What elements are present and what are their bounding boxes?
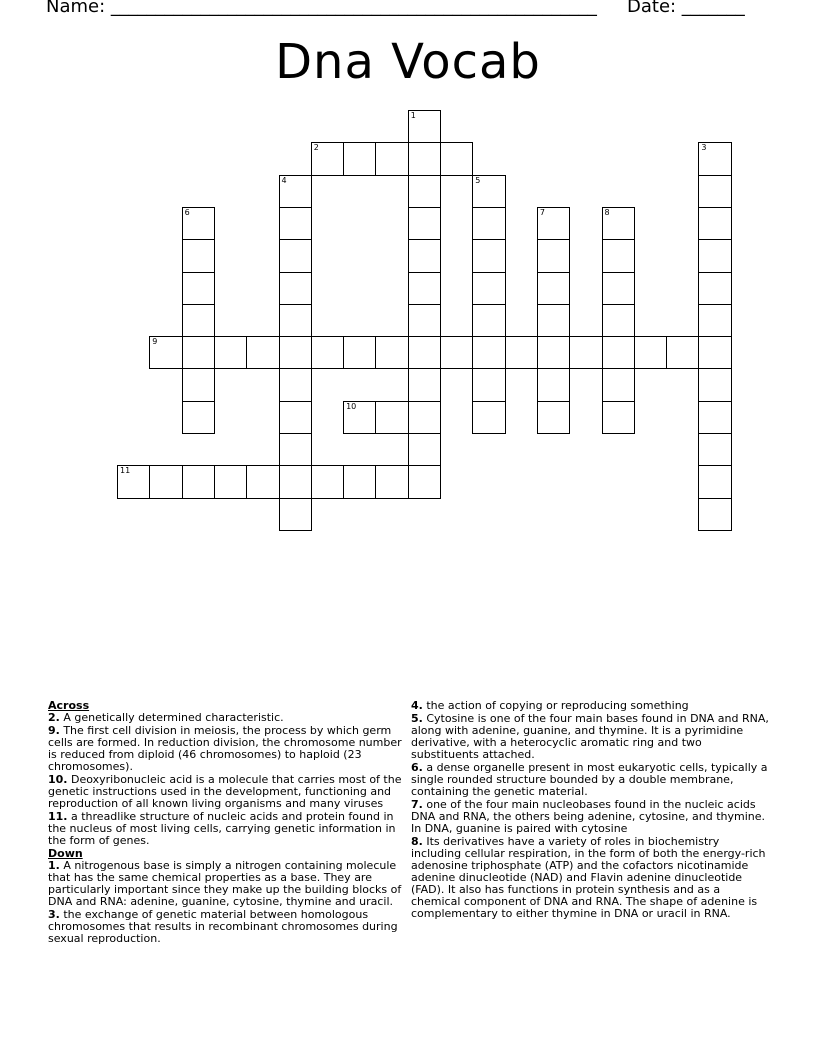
crossword-cell[interactable] <box>569 336 602 369</box>
crossword-cell[interactable] <box>602 207 635 240</box>
crossword-cell[interactable] <box>279 433 312 466</box>
crossword-cell[interactable] <box>602 401 635 434</box>
clue-item <box>48 712 404 724</box>
crossword-cell[interactable] <box>246 336 279 369</box>
crossword-cell[interactable] <box>602 239 635 272</box>
crossword-cell[interactable] <box>375 401 408 434</box>
crossword-cell[interactable] <box>472 304 505 337</box>
clue-item <box>411 700 771 712</box>
crossword-cell[interactable] <box>602 272 635 305</box>
clues-column-left <box>48 700 404 946</box>
name-field[interactable]: Name: ______________________________________________________ <box>46 0 597 17</box>
crossword-cell[interactable] <box>698 207 731 240</box>
crossword-cell[interactable] <box>698 142 731 175</box>
clue-number-label: 9. <box>48 724 60 737</box>
crossword-cell[interactable] <box>537 336 570 369</box>
crossword-cell[interactable] <box>537 239 570 272</box>
clue-item <box>411 799 771 835</box>
clue-text: one of the four main nucleobases found in the nucleic acids DNA and RNA, the others being adenine, cytosine, and thymine. In DNA, guanine is paired with cytosine <box>411 798 766 835</box>
crossword-cell[interactable] <box>698 272 731 305</box>
clue-number: 3 <box>701 143 707 153</box>
clue-text: the exchange of genetic material between homologous chromosomes that results in recombinant chromosomes during sexual reproduction. <box>48 908 398 945</box>
clue-item <box>48 860 404 908</box>
crossword-cell[interactable] <box>279 175 312 208</box>
clue-number: 6 <box>184 207 190 217</box>
down-clue-list-continued <box>411 700 771 920</box>
clue-text: Cytosine is one of the four main bases found in DNA and RNA, along with adenine, guanine, and thymine. It is a pyrimidine derivative, with a heterocyclic aromatic ring and two substituents attached. <box>411 712 769 761</box>
crossword-cell[interactable] <box>279 368 312 401</box>
clue-number: 9 <box>152 337 158 347</box>
crossword-cell[interactable] <box>214 465 247 498</box>
date-field[interactable]: Date: _______ <box>627 0 745 17</box>
crossword-cell[interactable] <box>602 368 635 401</box>
clue-number: 4 <box>281 175 287 185</box>
crossword-cell[interactable] <box>246 465 279 498</box>
crossword-cell[interactable] <box>505 336 538 369</box>
clue-number: 2 <box>313 143 319 153</box>
crossword-cell[interactable] <box>311 142 344 175</box>
page-title: Dna Vocab <box>275 34 541 90</box>
crossword-cell[interactable] <box>408 175 441 208</box>
crossword-cell[interactable] <box>149 465 182 498</box>
crossword-cell[interactable] <box>698 304 731 337</box>
clue-number-label: 5. <box>411 712 423 725</box>
crossword-cell[interactable] <box>472 401 505 434</box>
clue-number-label: 8. <box>411 835 423 848</box>
crossword-cell[interactable] <box>182 368 215 401</box>
crossword-cell[interactable] <box>279 207 312 240</box>
crossword-cell[interactable] <box>182 239 215 272</box>
clue-number: 1 <box>410 111 416 120</box>
clue-number: 11 <box>120 466 131 476</box>
clue-text: a threadlike structure of nucleic acids and protein found in the nucleus of most living cells, carrying genetic information in the form of genes. <box>48 810 396 847</box>
clues-column-right <box>411 700 771 921</box>
crossword-cell[interactable] <box>698 465 731 498</box>
crossword-cell[interactable] <box>408 433 441 466</box>
clue-number-label: 6. <box>411 761 423 774</box>
clue-number: 7 <box>539 207 545 217</box>
clue-text: a dense organelle present in most eukaryotic cells, typically a single rounded structure bounded by a double membrane, containing the genetic material. <box>411 761 768 798</box>
clue-item <box>48 774 404 810</box>
crossword-cell[interactable] <box>375 142 408 175</box>
clue-number-label: 3. <box>48 908 60 921</box>
clue-number-label: 11. <box>48 810 68 823</box>
crossword-cell[interactable] <box>537 272 570 305</box>
crossword-cell[interactable] <box>182 465 215 498</box>
crossword-cell[interactable] <box>279 272 312 305</box>
crossword-cell[interactable] <box>408 207 441 240</box>
crossword-cell[interactable] <box>698 401 731 434</box>
crossword-cell[interactable] <box>311 336 344 369</box>
crossword-cell[interactable] <box>182 401 215 434</box>
crossword-cell[interactable] <box>279 498 312 531</box>
crossword-cell[interactable] <box>343 142 376 175</box>
crossword-cell[interactable] <box>634 336 667 369</box>
crossword-cell[interactable] <box>472 272 505 305</box>
crossword-cell[interactable] <box>408 239 441 272</box>
clue-text: Its derivatives have a variety of roles in biochemistry including cellular respiration, in the form of both the energy-rich adenosine triphosphate (ATP) and the cofactors nicotinamide adenine dinucleotide (NAD) and Flavin adenine dinucleotide (FAD). It also has functions in protein synthesis and as a chemical component of DNA and RNA. The shape of adenine is complementary to either thymine in DNA or uracil in RNA. <box>411 835 766 920</box>
crossword-cell[interactable] <box>698 433 731 466</box>
crossword-cell[interactable] <box>698 498 731 531</box>
crossword-cell[interactable] <box>408 142 441 175</box>
crossword-cell[interactable] <box>343 465 376 498</box>
crossword-cell[interactable] <box>472 336 505 369</box>
crossword-cell[interactable] <box>666 336 699 369</box>
across-heading: Across <box>48 699 90 712</box>
crossword-cell[interactable] <box>440 142 473 175</box>
crossword-cell[interactable] <box>698 368 731 401</box>
crossword-cell[interactable] <box>182 336 215 369</box>
clue-number: 10 <box>346 401 357 411</box>
clue-text: A genetically determined characteristic. <box>59 711 284 724</box>
down-heading: Down <box>48 847 83 860</box>
clue-item <box>411 713 771 761</box>
crossword-cell[interactable] <box>408 368 441 401</box>
crossword-cell[interactable] <box>408 304 441 337</box>
clue-item <box>48 725 404 773</box>
crossword-cell[interactable] <box>698 175 731 208</box>
crossword-cell[interactable] <box>408 336 441 369</box>
crossword-cell[interactable] <box>537 304 570 337</box>
across-clue-list <box>48 712 404 847</box>
crossword-cell[interactable] <box>117 465 150 498</box>
crossword-cell[interactable] <box>279 401 312 434</box>
crossword-cell[interactable] <box>472 207 505 240</box>
down-clue-list <box>48 860 404 945</box>
crossword-cell[interactable] <box>472 368 505 401</box>
crossword-cell[interactable] <box>279 239 312 272</box>
clue-number: 5 <box>475 175 481 185</box>
clue-item <box>411 762 771 798</box>
crossword-cell[interactable] <box>279 304 312 337</box>
clue-number-label: 1. <box>48 859 60 872</box>
crossword-cell[interactable] <box>698 239 731 272</box>
crossword-cell[interactable] <box>343 336 376 369</box>
crossword-cell[interactable] <box>182 272 215 305</box>
crossword-cell[interactable] <box>698 336 731 369</box>
crossword-cell[interactable] <box>440 336 473 369</box>
clue-item <box>48 909 404 945</box>
crossword-cell[interactable] <box>375 336 408 369</box>
crossword-cell[interactable] <box>182 304 215 337</box>
crossword-cell[interactable] <box>279 465 312 498</box>
clue-text: the action of copying or reproducing something <box>422 699 689 712</box>
clue-number-label: 2. <box>48 711 60 724</box>
crossword-cell[interactable] <box>537 368 570 401</box>
crossword-cell[interactable] <box>472 239 505 272</box>
crossword-cell[interactable] <box>182 207 215 240</box>
crossword-cell[interactable] <box>149 336 182 369</box>
clue-text: Deoxyribonucleic acid is a molecule that carries most of the genetic instructions used in the development, functioning and reproduction of all known living organisms and many viruses <box>48 773 402 810</box>
crossword-cell[interactable] <box>408 465 441 498</box>
clue-number-label: 4. <box>411 699 423 712</box>
crossword-cell[interactable] <box>375 465 408 498</box>
clue-item <box>48 811 404 847</box>
crossword-cell[interactable] <box>311 465 344 498</box>
crossword-cell[interactable] <box>408 110 441 143</box>
clue-number-label: 7. <box>411 798 423 811</box>
crossword-cell[interactable] <box>602 304 635 337</box>
crossword-cell[interactable] <box>343 401 376 434</box>
clue-number: 8 <box>604 207 610 217</box>
clue-number-label: 10. <box>48 773 68 786</box>
crossword-cell[interactable] <box>214 336 247 369</box>
crossword-cell[interactable] <box>472 175 505 208</box>
crossword-cell[interactable] <box>279 336 312 369</box>
clue-item <box>411 836 771 920</box>
crossword-cell[interactable] <box>408 272 441 305</box>
crossword-cell[interactable] <box>537 207 570 240</box>
clue-text: A nitrogenous base is simply a nitrogen containing molecule that has the same chemical properties as a base. They are particularly important since they make up the building blocks of DNA and RNA: adenine, guanine, cytosine, thymine and uracil. <box>48 859 402 908</box>
crossword-cell[interactable] <box>537 401 570 434</box>
crossword-cell[interactable] <box>408 401 441 434</box>
clue-text: The first cell division in meiosis, the process by which germ cells are formed. In reduction division, the chromosome number is reduced from diploid (46 chromosomes) to haploid (23 chromosomes). <box>48 724 402 773</box>
crossword-cell[interactable] <box>602 336 635 369</box>
